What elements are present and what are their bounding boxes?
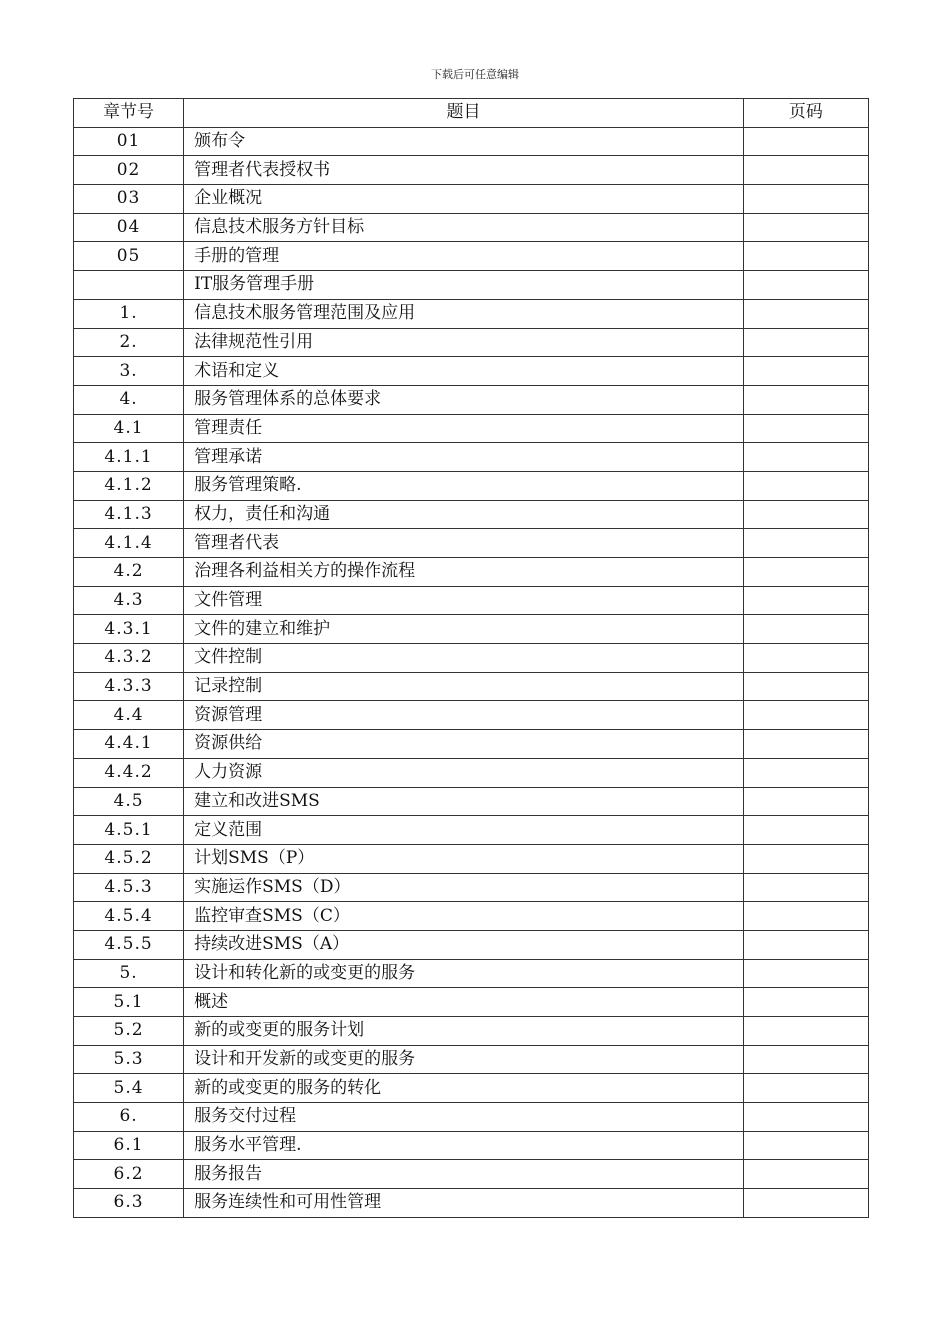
table-row [74, 357, 869, 386]
section-title-cell: 管理承诺 [184, 443, 744, 472]
table-body [74, 127, 869, 1217]
section-number-cell: 01 [74, 127, 184, 156]
table-row [74, 902, 869, 931]
table-row [74, 615, 869, 644]
table-of-contents [73, 98, 869, 1218]
section-title-cell: 概述 [184, 988, 744, 1017]
column-header-page: 页码 [743, 99, 868, 128]
page-number-cell [743, 1017, 868, 1046]
page-number-cell [743, 185, 868, 214]
page-number-cell [743, 816, 868, 845]
section-number-cell: 4.1.2 [74, 471, 184, 500]
section-number-cell: 05 [74, 242, 184, 271]
page-number-cell [743, 1189, 868, 1218]
section-title-cell: 服务管理体系的总体要求 [184, 385, 744, 414]
section-number-cell: 5. [74, 959, 184, 988]
section-title-cell: 实施运作SMS（D） [184, 873, 744, 902]
section-number-cell: 5.3 [74, 1045, 184, 1074]
section-number-cell: 4.1.1 [74, 443, 184, 472]
page-number-cell [743, 1103, 868, 1132]
section-title-cell: 设计和开发新的或变更的服务 [184, 1045, 744, 1074]
table-row [74, 701, 869, 730]
section-number-cell: 3. [74, 357, 184, 386]
table-row [74, 988, 869, 1017]
section-number-cell: 5.2 [74, 1017, 184, 1046]
table-row [74, 1189, 869, 1218]
table-row [74, 443, 869, 472]
table-row [74, 328, 869, 357]
table-row [74, 1103, 869, 1132]
section-number-cell: 4.5.2 [74, 844, 184, 873]
section-title-cell: 服务水平管理. [184, 1131, 744, 1160]
page-number-cell [743, 701, 868, 730]
page-number-cell [743, 672, 868, 701]
table-row [74, 529, 869, 558]
column-header-number: 章节号 [74, 99, 184, 128]
section-title-cell: 文件控制 [184, 644, 744, 673]
page-number-cell [743, 558, 868, 587]
section-title-cell: 建立和改进SMS [184, 787, 744, 816]
section-title-cell: 资源管理 [184, 701, 744, 730]
section-number-cell: 4.1 [74, 414, 184, 443]
section-title-cell: 权力，责任和沟通 [184, 500, 744, 529]
table-row [74, 185, 869, 214]
page-number-cell [743, 1160, 868, 1189]
table-row [74, 787, 869, 816]
table-row [74, 1074, 869, 1103]
table-row [74, 644, 869, 673]
table-row [74, 156, 869, 185]
page-number-cell [743, 328, 868, 357]
section-number-cell: 4.3.1 [74, 615, 184, 644]
page-number-cell [743, 644, 868, 673]
section-title-cell: 记录控制 [184, 672, 744, 701]
section-title-cell: 管理责任 [184, 414, 744, 443]
table-row [74, 1045, 869, 1074]
section-title-cell: 持续改进SMS（A） [184, 930, 744, 959]
section-title-cell: 服务管理策略. [184, 471, 744, 500]
section-number-cell: 4.4.2 [74, 758, 184, 787]
section-number-cell: 4.5.3 [74, 873, 184, 902]
section-title-cell: 新的或变更的服务计划 [184, 1017, 744, 1046]
section-number-cell: 4.5 [74, 787, 184, 816]
section-title-cell: 监控审查SMS（C） [184, 902, 744, 931]
section-number-cell: 4.5.4 [74, 902, 184, 931]
table-row [74, 242, 869, 271]
section-title-cell: 信息技术服务方针目标 [184, 213, 744, 242]
section-title-cell: 设计和转化新的或变更的服务 [184, 959, 744, 988]
section-title-cell: 资源供给 [184, 730, 744, 759]
table-row [74, 672, 869, 701]
section-number-cell: 4.1.4 [74, 529, 184, 558]
page-number-cell [743, 1074, 868, 1103]
column-header-title: 题目 [184, 99, 744, 128]
section-title-cell: 服务交付过程 [184, 1103, 744, 1132]
table-row [74, 558, 869, 587]
section-title-cell: 计划SMS（P） [184, 844, 744, 873]
section-number-cell: 4.2 [74, 558, 184, 587]
page-number-cell [743, 988, 868, 1017]
section-title-cell: 文件的建立和维护 [184, 615, 744, 644]
section-title-cell: 法律规范性引用 [184, 328, 744, 357]
table-row [74, 873, 869, 902]
section-number-cell: 4.4 [74, 701, 184, 730]
page-number-cell [743, 730, 868, 759]
page-number-cell [743, 758, 868, 787]
table-row [74, 471, 869, 500]
section-title-cell: IT服务管理手册 [184, 271, 744, 300]
section-number-cell [74, 271, 184, 300]
page-number-cell [743, 414, 868, 443]
section-number-cell: 6.2 [74, 1160, 184, 1189]
section-title-cell: 手册的管理 [184, 242, 744, 271]
page-number-cell [743, 1131, 868, 1160]
page-number-cell [743, 787, 868, 816]
page-number-cell [743, 127, 868, 156]
section-title-cell: 服务报告 [184, 1160, 744, 1189]
section-number-cell: 5.1 [74, 988, 184, 1017]
table-row [74, 213, 869, 242]
page-number-cell [743, 615, 868, 644]
section-title-cell: 定义范围 [184, 816, 744, 845]
section-number-cell: 6.3 [74, 1189, 184, 1218]
section-title-cell: 颁布令 [184, 127, 744, 156]
section-title-cell: 企业概况 [184, 185, 744, 214]
table-row [74, 385, 869, 414]
section-number-cell: 4.4.1 [74, 730, 184, 759]
section-title-cell: 治理各利益相关方的操作流程 [184, 558, 744, 587]
page-number-cell [743, 529, 868, 558]
table-row [74, 730, 869, 759]
table-row [74, 586, 869, 615]
page-number-cell [743, 902, 868, 931]
section-title-cell: 管理者代表授权书 [184, 156, 744, 185]
page-number-cell [743, 443, 868, 472]
page-number-cell [743, 271, 868, 300]
table-header-row [74, 99, 869, 128]
table-row [74, 414, 869, 443]
section-title-cell: 服务连续性和可用性管理 [184, 1189, 744, 1218]
section-number-cell: 1. [74, 299, 184, 328]
table-row [74, 758, 869, 787]
section-number-cell: 04 [74, 213, 184, 242]
section-title-cell: 信息技术服务管理范围及应用 [184, 299, 744, 328]
table-row [74, 127, 869, 156]
section-number-cell: 6. [74, 1103, 184, 1132]
table-row [74, 271, 869, 300]
table-row [74, 844, 869, 873]
page-number-cell [743, 213, 868, 242]
section-number-cell: 4.1.3 [74, 500, 184, 529]
page-number-cell [743, 959, 868, 988]
page-number-cell [743, 500, 868, 529]
table-row [74, 816, 869, 845]
section-number-cell: 2. [74, 328, 184, 357]
table-row [74, 500, 869, 529]
section-number-cell: 6.1 [74, 1131, 184, 1160]
page-number-cell [743, 586, 868, 615]
section-number-cell: 4.5.1 [74, 816, 184, 845]
section-title-cell: 人力资源 [184, 758, 744, 787]
section-number-cell: 4.3.3 [74, 672, 184, 701]
table-row [74, 299, 869, 328]
section-number-cell: 03 [74, 185, 184, 214]
section-title-cell: 管理者代表 [184, 529, 744, 558]
section-title-cell: 新的或变更的服务的转化 [184, 1074, 744, 1103]
section-title-cell: 文件管理 [184, 586, 744, 615]
section-number-cell: 4.3 [74, 586, 184, 615]
page-number-cell [743, 242, 868, 271]
section-number-cell: 4. [74, 385, 184, 414]
page-number-cell [743, 873, 868, 902]
page-number-cell [743, 1045, 868, 1074]
section-title-cell: 术语和定义 [184, 357, 744, 386]
section-number-cell: 4.5.5 [74, 930, 184, 959]
section-number-cell: 5.4 [74, 1074, 184, 1103]
page-number-cell [743, 156, 868, 185]
page-number-cell [743, 471, 868, 500]
page-number-cell [743, 930, 868, 959]
table-row [74, 1131, 869, 1160]
page-number-cell [743, 299, 868, 328]
page-number-cell [743, 385, 868, 414]
table-row [74, 959, 869, 988]
page-number-cell [743, 844, 868, 873]
section-number-cell: 4.3.2 [74, 644, 184, 673]
table-row [74, 1017, 869, 1046]
page-number-cell [743, 357, 868, 386]
page-header-note: 下载后可任意编辑 [431, 68, 519, 81]
section-number-cell: 02 [74, 156, 184, 185]
table-row [74, 1160, 869, 1189]
table-row [74, 930, 869, 959]
